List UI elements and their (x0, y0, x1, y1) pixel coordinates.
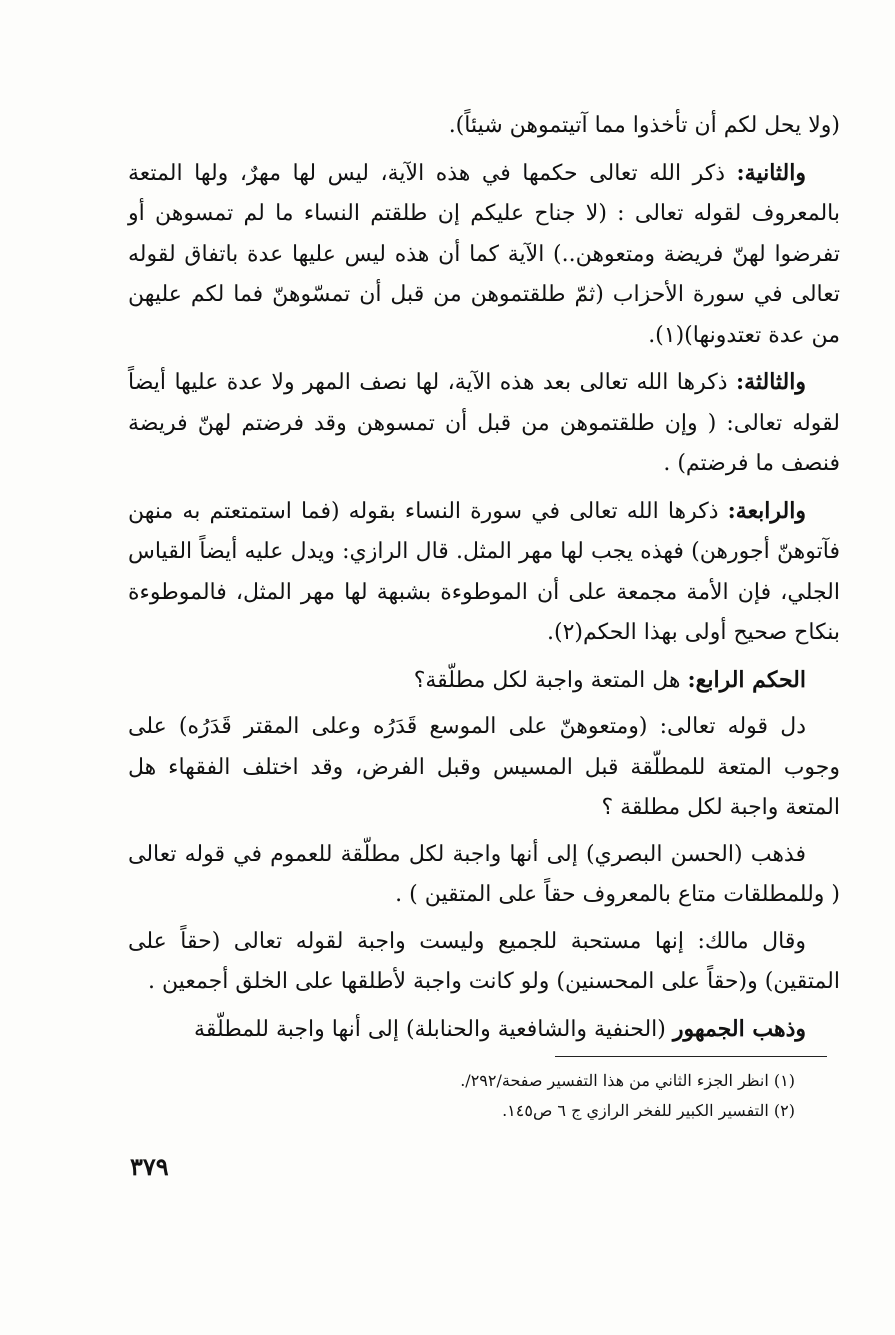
paragraph-text: (ولا يحل لكم أن تأخذوا مما آتيتموهن شيئاً). (448, 113, 840, 138)
paragraph-fourth-case (128, 491, 840, 654)
paragraph-text: ذكر الله تعالى حكمها في هذه الآية، ليس لها مهرٌ، ولها المتعة بالمعروف لقوله تعالى : (لا جناح عليكم إن طلقتم النساء ما لم تمسوهن أو تفرضوا لهنّ فريضة ومتعوهن..) الآية كما أن هذه ليس عليها عدة باتفاق لقوله تعالى في سورة الأحزاب (ثمّ طلقتموهن من قبل أن تمسّوهنّ فما لكم عليهن من عدة تعتدونها)(١). (128, 160, 840, 348)
paragraph-fourth-ruling-heading (128, 660, 840, 702)
paragraph-text: هل المتعة واجبة لكل مطلّقة؟ (413, 667, 688, 693)
paragraph-lead: الحكم الرابع: (687, 666, 806, 693)
paragraph-text: (الحنفية والشافعية والحنابلة) إلى أنها واجبة للمطلّقة (194, 1016, 673, 1042)
paragraph-lead: وذهب الجمهور (672, 1015, 806, 1042)
paragraph-lead: والرابعة: (727, 497, 806, 524)
paragraph-third-case (128, 362, 840, 485)
paragraph-quote-end (128, 106, 840, 147)
paragraph-text: فذهب (الحسن البصري) إلى أنها واجبة لكل مطلّقة للعموم في قوله تعالى ( وللمطلقات متاع بالمعروف حقاً على المتقين ) . (128, 841, 840, 907)
paragraph-text: ذكرها الله تعالى في سورة النساء بقوله (فما استمتعتم به منهن فآتوهنّ أجورهن) فهذه يجب لها مهر المثل. قال الرازي: ويدل عليه أيضاً القياس الجلي، فإن الأمة مجمعة على أن الموطوءة بشبهة لها مهر المثل، فالموطوءة بنكاح صحيح أولى بهذا الحكم(٢). (128, 498, 840, 645)
paragraph-second-case (128, 153, 840, 357)
paragraph-lead: والثانية: (736, 159, 806, 186)
footnote-divider (555, 1056, 827, 1057)
paragraph-hasan-basri (128, 835, 840, 916)
paragraph-text: دل قوله تعالى: (ومتعوهنّ على الموسع قَدَرُه وعلى المقتر قَدَرُه) على وجوب المتعة للمطلّقة قبل المسيس وقبل الفرض، وقد اختلف الفقهاء هل المتعة واجبة لكل مطلقة ؟ (128, 714, 840, 820)
paragraph-text: ذكرها الله تعالى بعد هذه الآية، لها نصف المهر ولا عدة عليها أيضاً لقوله تعالى: ( وإن طلقتموهن من قبل أن تمسوهن وقد فرضتم لهنّ فريضة فنصف ما فرضتم) . (128, 370, 840, 476)
footnote-item: (١) انظر الجزء الثاني من هذا التفسير صفحة/٢٩٢/. (460, 1071, 795, 1090)
paragraph-majority (128, 1009, 840, 1051)
paragraph-malik (128, 922, 840, 1003)
footnote-item: (٢) التفسير الكبير للفخر الرازي ج ٦ ص١٤٥. (502, 1101, 795, 1120)
paragraph-evidence (128, 707, 840, 829)
main-text (128, 106, 840, 1056)
paragraph-lead: والثالثة: (735, 369, 806, 395)
page-number: ٣٧٩ (130, 1152, 169, 1181)
paragraph-text: وقال مالك: إنها مستحبة للجميع وليست واجبة لقوله تعالى (حقاً على المتقين) و(حقاً على المحسنين) ولو كانت واجبة لأطلقها على الخلق أجمعين . (128, 928, 840, 994)
footnotes (300, 1066, 795, 1126)
